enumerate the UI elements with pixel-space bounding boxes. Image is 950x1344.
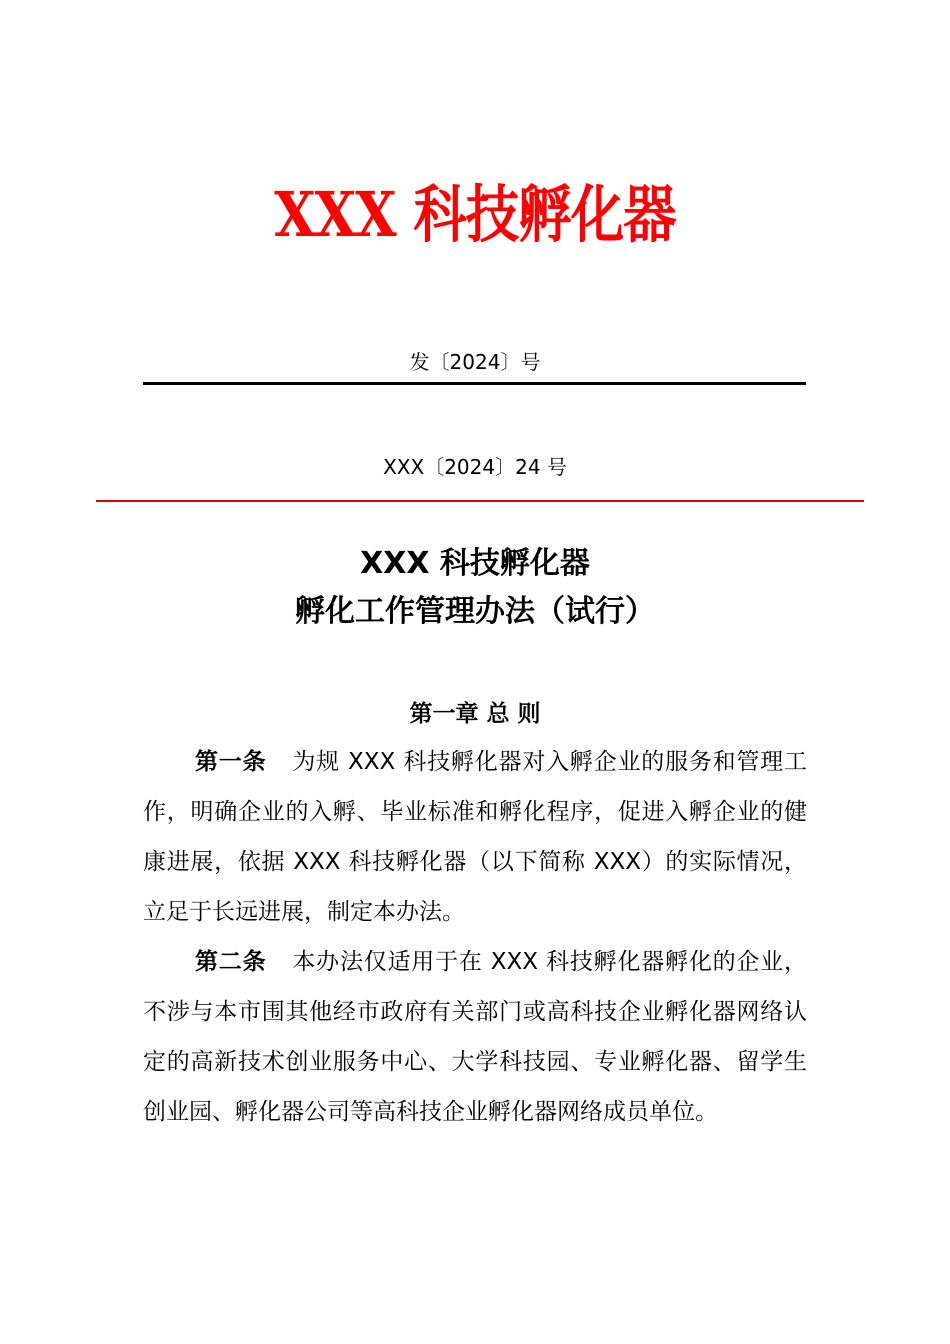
- article-1-label: 第一条: [195, 749, 267, 775]
- document-title-line1: XXX 科技孵化器: [360, 546, 590, 581]
- article-2: [143, 937, 807, 1137]
- article-2-text: 本办法仅适用于在 XXX 科技孵化器孵化的企业，不涉与本市围其他经市政府有关部门或高科技企业孵化器网络认定的高新技术创业服务中心、大学科技园、专业孵化器、留学生创业园、孵化器公司等高科技企业孵化器网络成员单位。: [143, 949, 807, 1125]
- issue-number: 发〔2024〕号: [409, 350, 541, 374]
- red-divider: [96, 500, 864, 502]
- chapter-heading: 第一章 总 则: [409, 701, 541, 727]
- document-title-line2: 孵化工作管理办法（试行）: [295, 594, 655, 629]
- document-number: XXX〔2024〕24 号: [383, 455, 567, 479]
- article-1: [143, 737, 807, 937]
- article-2-label: 第二条: [195, 949, 267, 975]
- black-divider: [143, 382, 806, 385]
- letterhead-title: XXX 科技孵化器: [274, 178, 676, 251]
- article-1-text: 为规 XXX 科技孵化器对入孵企业的服务和管理工作，明确企业的入孵、毕业标准和孵化程序，促进入孵企业的健康进展，依据 XXX 科技孵化器（以下简称 XXX）的实际情况，立足于长远进展，制定本办法。: [143, 749, 807, 925]
- document-title: [0, 540, 950, 636]
